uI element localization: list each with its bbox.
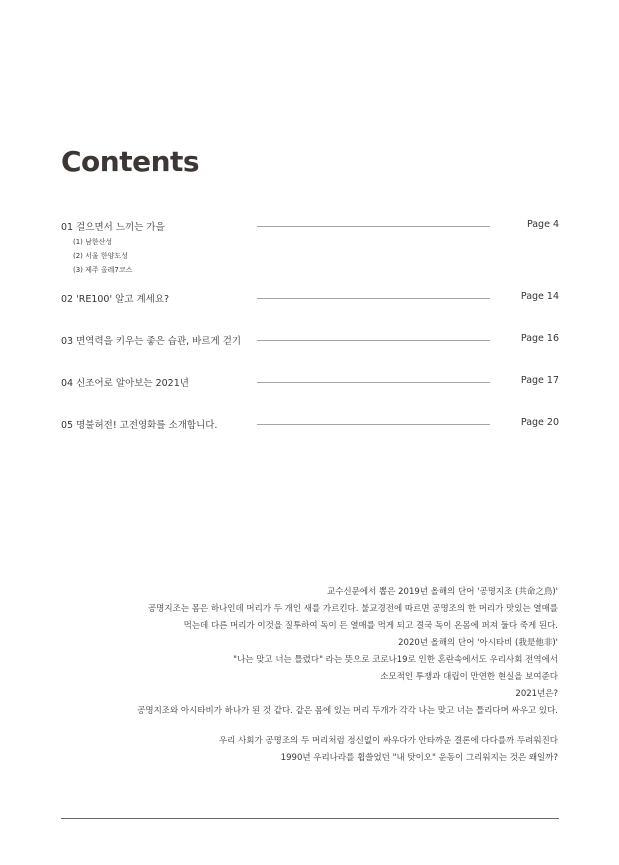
text-line: 우리 사회가 공명조의 두 머리처럼 정신없이 싸우다가 안타까운 결론에 다다를까 두려워진다 [218, 736, 558, 746]
text-line: 먹는데 다른 머리가 이것을 질투하여 독이 든 열매를 먹게 되고 결국 독이 온몸에 퍼져 둘다 죽게 된다. [183, 621, 558, 631]
toc-page-number: Page 20 [520, 417, 559, 428]
toc-entry-label: 02 'RE100' 알고 계세요? [61, 294, 170, 305]
toc-entry-label: 03 면역력을 키우는 좋은 습관, 바르게 걷기 [61, 336, 242, 347]
toc-page-number: Page 16 [520, 333, 559, 344]
toc-entry-label: 04 신조어로 알아보는 2021년 [61, 378, 189, 389]
toc-entry-label: 01 걸으면서 느끼는 가을 [61, 222, 165, 233]
toc-leader-line [257, 424, 490, 425]
toc-entry-04[interactable] [61, 375, 559, 389]
toc-page-number: Page 4 [526, 219, 559, 230]
text-line: 1990년 우리나라를 휩쓸었던 "내 탓이오" 운동이 그리워지는 것은 왜일까? [280, 753, 558, 763]
toc-subentry: (1) 남한산성 [73, 238, 113, 246]
toc-entry-label: 05 명불허전! 고전영화를 소개합니다. [61, 420, 218, 431]
toc-leader-line [257, 382, 490, 383]
toc-entry-03[interactable] [61, 333, 559, 347]
bottom-divider [61, 818, 559, 819]
toc-page-number: Page 14 [520, 291, 559, 302]
toc-page-number: Page 17 [520, 375, 559, 386]
text-line: 공명지조는 몸은 하나인데 머리가 두 개인 새를 가르킨다. 불교경전에 따르면 공명조의 한 머리가 맛있는 열매를 [147, 604, 558, 614]
text-line: 교수신문에서 뽑은 2019년 올해의 단어 '공명지조 (共命之鳥)' [327, 587, 558, 597]
toc-entry-02[interactable] [61, 291, 559, 305]
text-line: 소모적인 투쟁과 대립이 만연한 현실을 보여준다 [380, 672, 558, 682]
text-line: "나는 맞고 너는 틀렸다" 라는 뜻으로 코로나19로 인한 혼란속에서도 우리사회 전역에서 [233, 655, 558, 665]
toc-leader-line [257, 226, 490, 227]
toc-subentry: (2) 서울 한양도성 [73, 252, 128, 260]
page-title: Contents [61, 145, 200, 178]
toc-entry-01[interactable] [61, 219, 559, 233]
toc-leader-line [257, 340, 490, 341]
toc-subentry: (3) 제주 올레7코스 [73, 266, 133, 274]
toc-entry-05[interactable] [61, 417, 559, 431]
text-line: 2020년 올해의 단어 '아시타비 (我是他非)' [398, 638, 558, 648]
text-line: 공명지조와 아시타비가 하나가 된 것 같다. 같은 몸에 있는 머리 두개가 각각 나는 맞고 너는 틀리다며 싸우고 있다. [137, 706, 558, 716]
text-line: 2021년은? [515, 689, 558, 699]
toc-leader-line [257, 298, 490, 299]
